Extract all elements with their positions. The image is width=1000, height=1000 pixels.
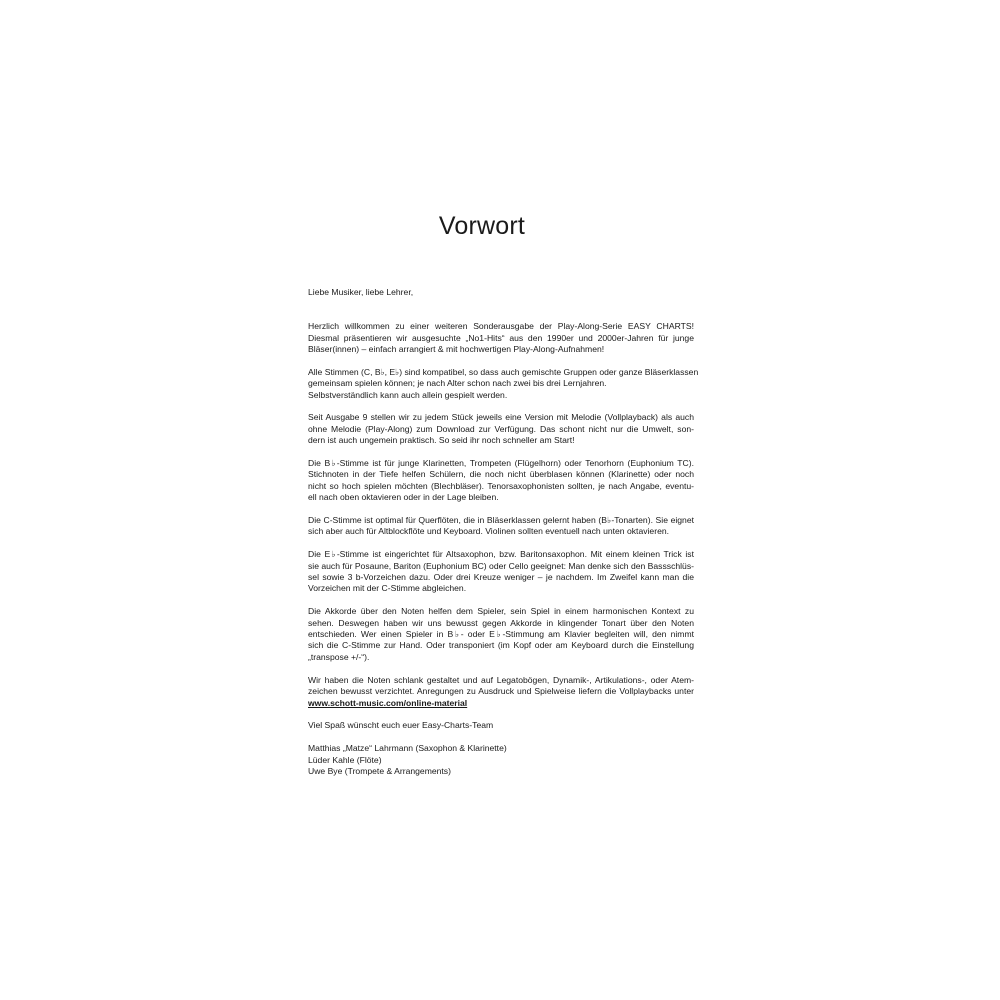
paragraph-bb-voice: [308, 458, 694, 504]
text-line: Die B♭-Stimme ist für junge Klarinetten, Trompeten (Flügelhorn) oder Tenorhorn (Euphonium TC).: [308, 458, 694, 469]
title-text: Vorwort: [438, 212, 526, 240]
text-line: ell nach oben oktavieren oder in der Lage bleiben.: [308, 492, 499, 503]
text-line: Herzlich willkommen zu einer weiteren Sonderausgabe der Play-Along-Serie EASY CHARTS!: [308, 321, 694, 332]
text-line: Seit Ausgabe 9 stellen wir zu jedem Stück jeweils eine Version mit Melodie (Vollplayback) als auch: [308, 412, 694, 423]
page-title: [0, 212, 1000, 241]
text-line: Stichnoten in der Tiefe helfen Schülern, die noch nicht überblasen können (Klarinette) oder noch: [308, 469, 694, 480]
online-material-line: [308, 698, 694, 709]
paragraph-c-voice: [308, 515, 694, 538]
text-line: sel sowie 3 b-Vorzeichen dazu. Oder drei Kreuze weniger – je nachdem. Im Zweifel kann man die: [308, 572, 694, 583]
paragraph-intro: [308, 321, 694, 355]
text-line: sehen. Deswegen haben wir uns bewusst gegen Akkorde in klingender Tonart über den Noten: [308, 617, 694, 628]
paragraph-chords: [308, 606, 694, 663]
paragraph-eb-voice: [308, 549, 694, 595]
text-line: Alle Stimmen (C, B♭, E♭) sind kompatibel, so dass auch gemischte Gruppen oder ganze Bläserklassen: [308, 366, 699, 377]
text-line: gemeinsam spielen können; je nach Alter schon nach zwei bis drei Lernjahren.: [308, 378, 607, 389]
text-line: zeichen bewusst verzichtet. Anregungen zu Ausdruck und Spielweise liefern die Vollplaybacks unter: [308, 686, 694, 697]
signature-block: [308, 743, 694, 777]
closing-text: Viel Spaß wünscht euch euer Easy-Charts-Team: [308, 720, 494, 731]
text-line: sie auch für Posaune, Bariton (Euphonium BC) oder Cello geeignet: Man denke sich den Bassschlüs-: [308, 560, 694, 571]
paragraph-notation: [308, 675, 694, 709]
closing-line: [308, 720, 694, 731]
text-line: Vorzeichen mit der C-Stimme abgleichen.: [308, 583, 467, 594]
signature-line: Uwe Bye (Trompete & Arrangements): [308, 765, 451, 776]
text-line: ohne Melodie (Play-Along) zum Download zur Verfügung. Das schont nicht nur die Umwelt, son-: [308, 423, 694, 434]
text-line: Bläser(innen) – einfach arrangiert & mit hochwertigen Play-Along-Aufnahmen!: [308, 344, 605, 355]
signature-line: Matthias „Matze“ Lahrmann (Saxophon & Klarinette): [308, 743, 507, 754]
text-line: sich aber auch für Altblockflöte und Keyboard. Violinen sollten eventuell nach unten oktavieren.: [308, 526, 670, 537]
text-line: Wir haben die Noten schlank gestaltet und auf Legatobögen, Dynamik-, Artikulations-, oder Atem-: [308, 674, 694, 685]
text-line: sich die C-Stimme zur Hand. Oder transponiert (im Kopf oder am Keyboard durch die Einstellung: [308, 640, 694, 651]
text-line: nicht so hoch spielen möchten (Blechbläser). Tenorsaxophonisten sollten, je nach Angabe, eventu-: [308, 480, 694, 491]
signature-line: Lüder Kahle (Flöte): [308, 754, 382, 765]
paragraph-voices: [308, 366, 699, 401]
greeting: Liebe Musiker, liebe Lehrer,: [308, 287, 414, 297]
text-line: entschieden. Wer einen Spieler in B♭- oder E♭-Stimmung am Klavier begleiten will, den nimmt: [308, 629, 694, 640]
text-line: dern ist auch ungemein praktisch. So seid ihr noch schneller am Start!: [308, 435, 575, 446]
text-line: Diesmal präsentieren wir ausgesuchte „No1-Hits“ aus den 1990er und 2000er-Jahren für junge: [308, 332, 694, 343]
foreword-body: [308, 287, 699, 789]
text-line: Selbstverständlich kann auch allein gespielt werden.: [308, 389, 508, 400]
text-line: Die Akkorde über den Noten helfen dem Spieler, sein Spiel in einem harmonischen Kontext zu: [308, 606, 694, 617]
paragraph-download: [308, 412, 694, 446]
online-material-link[interactable]: www.schott-music.com/online-material: [308, 697, 468, 708]
text-line: „transpose +/-“).: [308, 651, 370, 662]
text-line: Die C-Stimme ist optimal für Querflöten, die in Bläserklassen gelernt haben (B♭-Tonarten). Sie eignet: [308, 515, 694, 526]
text-line: Die E♭-Stimme ist eingerichtet für Altsaxophon, bzw. Baritonsaxophon. Mit einem kleinen Trick ist: [308, 549, 694, 560]
